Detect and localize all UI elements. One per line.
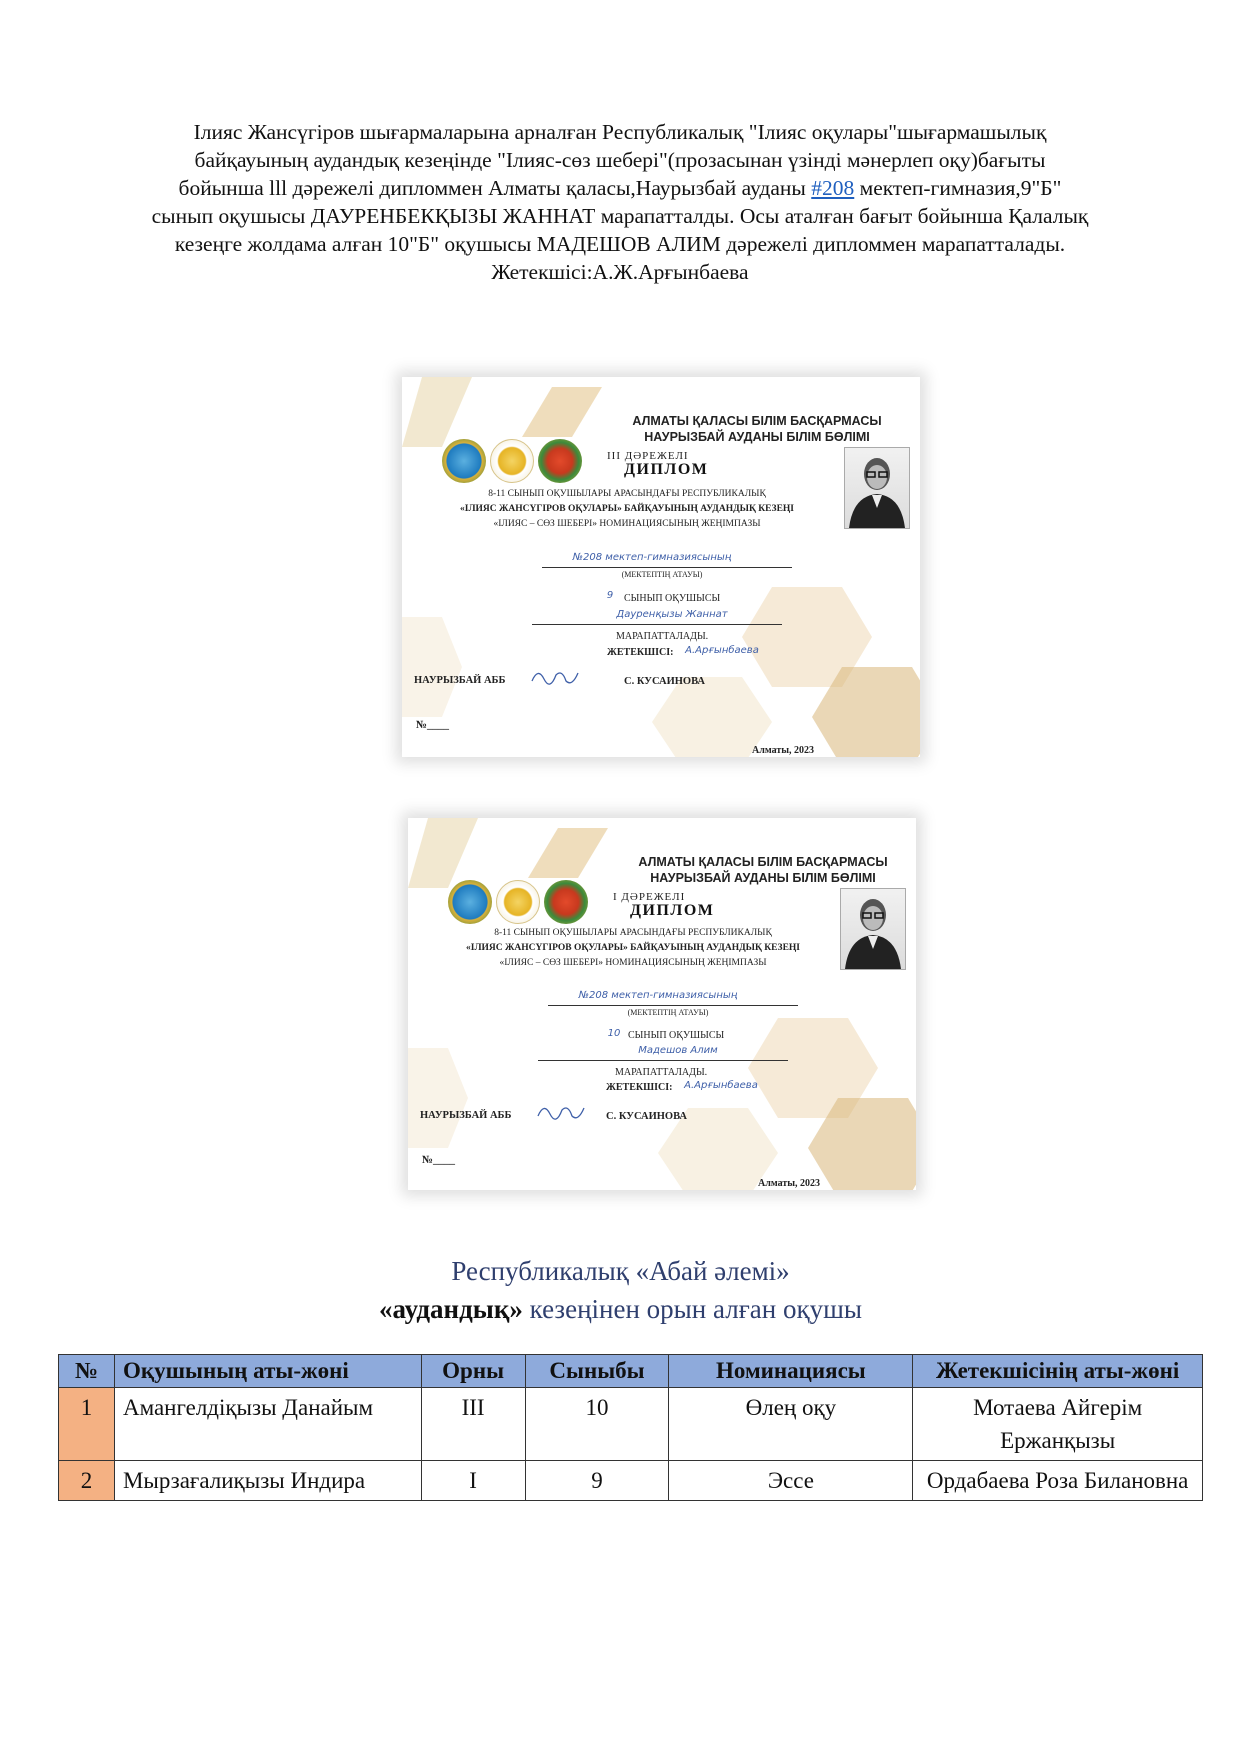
diploma-number: №____ [416,719,450,731]
supervisor-handwritten: А.Арғынбаева [685,645,759,656]
diploma-line-2: «ІЛИЯС ЖАНСҮГІРОВ ОҚУЛАРЫ» БАЙҚАУЫНЫҢ АУДАНДЫҚ КЕЗЕҢІ [466,943,800,953]
district-emblem-icon [544,880,588,924]
snow-leopard-emblem-icon [496,880,540,924]
district-emblem-icon [538,439,582,483]
student-handwritten: Мадешов Алим [638,1045,718,1056]
grade-handwritten: 10 [607,1028,621,1039]
row-supervisor: Мотаева Айгерім Ержанқызы [913,1388,1203,1461]
row-student-name: Амангелдіқызы Данайым [114,1388,421,1461]
intro-text-1: Ілияс Жансүгіров шығармаларына арналған Республикалық "Ілияс оқулары"шығармашылық байқауының аудандық кезеңінде "Ілияс-сөз шебері"(прозасынан үзінді мәнерлеп оқу)бағыты бойынша lll дәрежелі дипломмен Алматы қаласы,Наурызбай ауданы [178,120,1047,200]
grade-handwritten: 9 [606,590,614,601]
row-place: I [421,1461,525,1501]
section-subtitle-rest: кезеңінен орын алған оқушы [522,1294,863,1324]
emblems [442,439,582,485]
table-row [59,1461,1203,1501]
row-grade: 9 [525,1461,669,1501]
signature-icon [536,1100,586,1124]
diploma-org-line-1: АЛМАТЫ ҚАЛАСЫ БІЛІМ БАСҚАРМАСЫ [632,414,882,428]
header-grade: Сыныбы [525,1355,669,1388]
header-supervisor: Жетекшісінің аты-жөні [913,1355,1203,1388]
diploma-title: ДИПЛОМ [630,902,715,919]
section-subtitle-bold: «аудандық» [378,1294,523,1324]
student-handwritten: Дауренқызы Жаннат [616,609,728,620]
portrait-icon [844,447,910,529]
intro-supervisor: Жетекшісі:А.Ж.Арғынбаева [491,260,749,284]
table-header-row [59,1355,1203,1388]
diploma-title: ДИПЛОМ [624,461,709,478]
student-underline [538,1060,788,1061]
department-label: НАУРЫЗБАЙ АББ [414,675,506,686]
awarded-label: МАРАПАТТАЛАДЫ. [616,631,709,642]
awarded-label: МАРАПАТТАЛАДЫ. [615,1067,708,1078]
header-nomination: Номинациясы [669,1355,913,1388]
diploma-city-year: Алматы, 2023 [758,1178,821,1189]
diploma-line-3: «ІЛИЯС – СӨЗ ШЕБЕРІ» НОМИНАЦИЯСЫНЫҢ ЖЕҢІМПАЗЫ [499,958,767,968]
school-link[interactable]: #208 [811,176,855,200]
results-table [58,1354,1203,1501]
header-number: № [59,1355,115,1388]
row-nomination: Эссе [669,1461,913,1501]
portrait-icon [840,888,906,970]
supervisor-label: ЖЕТЕКШІСІ: [607,647,674,658]
almaty-emblem-icon [442,439,486,483]
emblems [448,880,588,926]
school-label: (МЕКТЕПТІҢ АТАУЫ) [627,1008,709,1017]
almaty-emblem-icon [448,880,492,924]
department-label: НАУРЫЗБАЙ АББ [420,1110,512,1121]
row-number: 2 [59,1461,115,1501]
header-place: Орны [421,1355,525,1388]
intro-paragraph [150,118,1090,286]
signer-name: С. КУСАИНОВА [624,676,706,687]
snow-leopard-emblem-icon [490,439,534,483]
section-subtitle [0,1294,1241,1325]
school-underline [548,1005,798,1006]
diploma-number: №____ [422,1154,456,1166]
table-row [59,1388,1203,1461]
row-grade: 10 [525,1388,669,1461]
diploma-org-line-1: АЛМАТЫ ҚАЛАСЫ БІЛІМ БАСҚАРМАСЫ [638,855,888,869]
school-underline [542,567,792,568]
diploma-image-2 [408,818,916,1190]
supervisor-label: ЖЕТЕКШІСІ: [606,1082,673,1093]
school-label: (МЕКТЕПТІҢ АТАУЫ) [621,570,703,579]
school-handwritten: №208 мектеп-гимназиясының [572,552,732,563]
diploma-line-2: «ІЛИЯС ЖАНСҮГІРОВ ОҚУЛАРЫ» БАЙҚАУЫНЫҢ АУДАНДЫҚ КЕЗЕҢІ [460,504,794,514]
diploma-line-1: 8-11 СЫНЫП ОҚУШЫЛАРЫ АРАСЫНДАҒЫ РЕСПУБЛИКАЛЫҚ [494,928,772,938]
diploma-line-3: «ІЛИЯС – СӨЗ ШЕБЕРІ» НОМИНАЦИЯСЫНЫҢ ЖЕҢІМПАЗЫ [493,519,761,529]
header-student-name: Оқушының аты-жөні [114,1355,421,1388]
grade-label: СЫНЫП ОҚУШЫСЫ [624,593,721,604]
student-underline [532,624,782,625]
signature-icon [530,665,580,689]
diploma-org-line-2: НАУРЫЗБАЙ АУДАНЫ БІЛІМ БӨЛІМІ [644,430,870,444]
section-title: Республикалық «Абай әлемі» [451,1256,790,1286]
row-nomination: Өлең оқу [669,1388,913,1461]
supervisor-handwritten: А.Арғынбаева [684,1080,758,1091]
row-number: 1 [59,1388,115,1461]
diploma-degree: III ДӘРЕЖЕЛІ [607,450,689,462]
diploma-org-line-2: НАУРЫЗБАЙ АУДАНЫ БІЛІМ БӨЛІМІ [650,871,876,885]
diploma-line-1: 8-11 СЫНЫП ОҚУШЫЛАРЫ АРАСЫНДАҒЫ РЕСПУБЛИКАЛЫҚ [488,489,766,499]
grade-label: СЫНЫП ОҚУШЫСЫ [628,1030,725,1041]
signer-name: С. КУСАИНОВА [606,1111,688,1122]
row-place: III [421,1388,525,1461]
diploma-city-year: Алматы, 2023 [752,745,815,756]
school-handwritten: №208 мектеп-гимназиясының [578,990,738,1001]
row-supervisor: Ордабаева Роза Билановна [913,1461,1203,1501]
diploma-degree: I ДӘРЕЖЕЛІ [613,891,686,903]
row-student-name: Мырзағалиқызы Индира [114,1461,421,1501]
diploma-image-1 [402,377,920,757]
intro-text-2: мектеп-гимназия,9"Б" сынып оқушысы ДАУРЕНБЕКҚЫЗЫ ЖАННАТ марапатталды. Осы аталған бағыт бойынша Қалалық кезеңге жолдама алған 10"Б" оқушысы МАДЕШОВ АЛИМ дәрежелі дипломмен марапатталады. [151,176,1089,256]
